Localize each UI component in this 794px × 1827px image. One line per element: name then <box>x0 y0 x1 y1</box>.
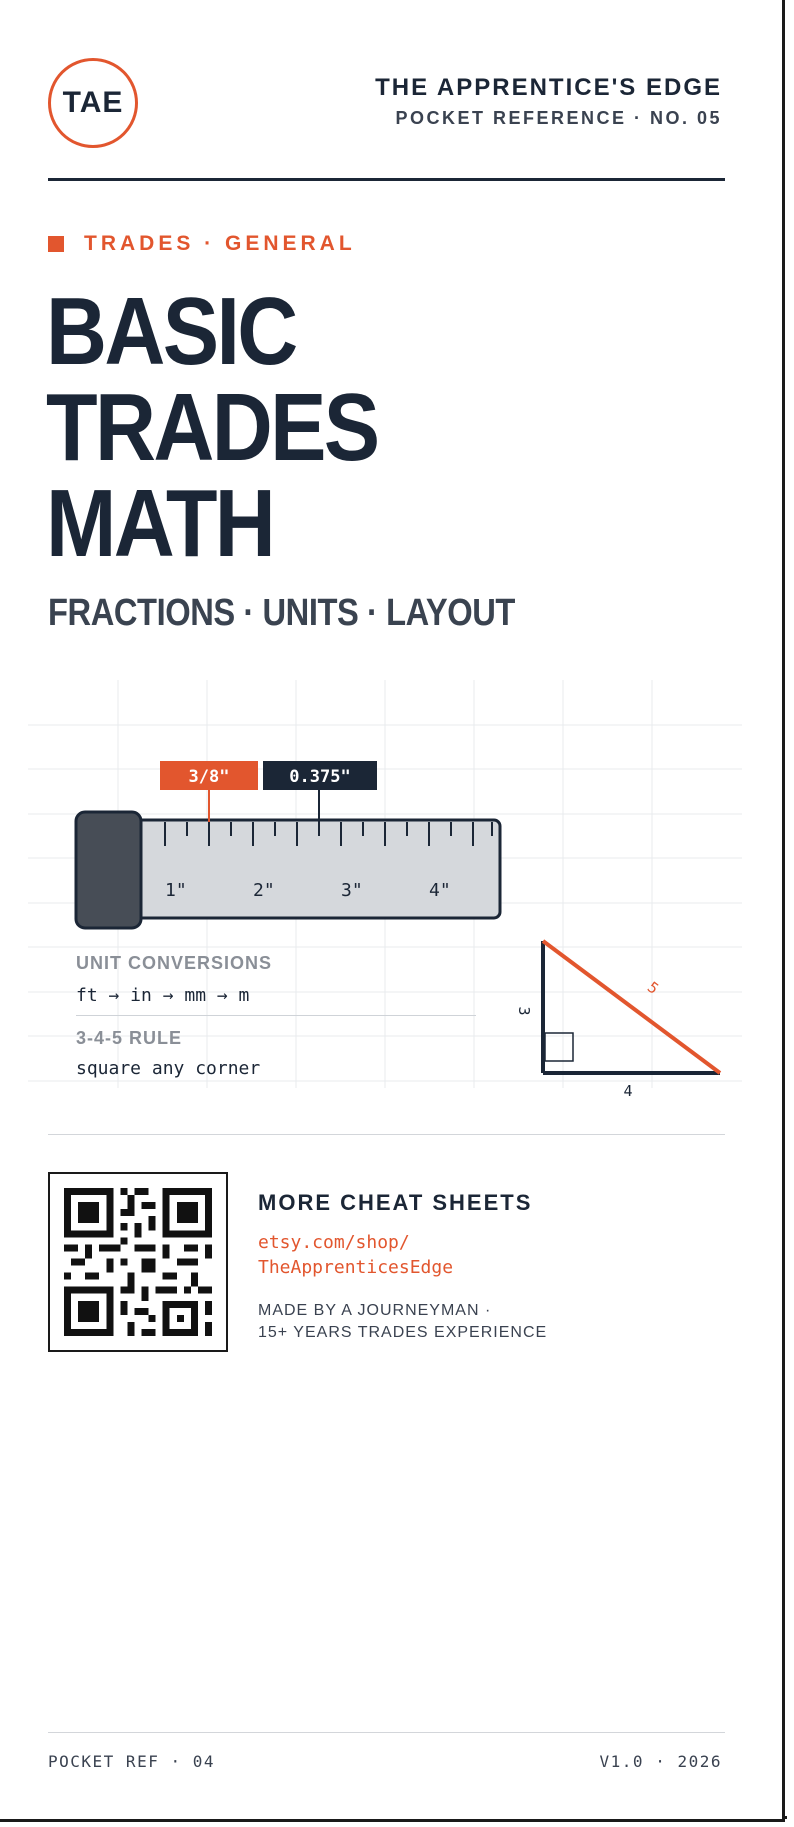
shop-link-line-2[interactable]: TheApprenticesEdge <box>258 1257 454 1278</box>
brand-subtitle: POCKET REFERENCE · NO. 05 <box>395 108 722 128</box>
maker-note-line-1: MADE BY A JOURNEYMAN · <box>258 1302 492 1319</box>
shop-link-line-1[interactable]: etsy.com/shop/ <box>258 1232 410 1253</box>
conversion-divider <box>76 1015 476 1016</box>
rule-label: 3-4-5 RULE <box>76 1028 183 1048</box>
brand-block <box>375 74 722 129</box>
decimal-label: 0.375" <box>289 767 351 787</box>
conversion-notes <box>76 953 476 1079</box>
tape-measure <box>76 812 500 928</box>
fraction-callout <box>160 761 258 822</box>
header-divider <box>48 178 725 181</box>
category-label: TRADES · GENERAL <box>84 232 356 255</box>
title-line-2: TRADES <box>46 374 378 481</box>
page-subtitle: FRACTIONS · UNITS · LAYOUT <box>48 592 515 634</box>
tape-label-1: 1" <box>165 880 187 901</box>
tape-label-3: 3" <box>341 880 363 901</box>
tape-label-2: 2" <box>253 880 275 901</box>
fraction-label: 3/8" <box>188 767 230 787</box>
unit-conversions-label: UNIT CONVERSIONS <box>76 953 273 973</box>
title-line-1: BASIC <box>46 278 296 385</box>
footer-divider <box>48 1732 725 1733</box>
footer-reference: POCKET REF · 04 <box>48 1752 215 1771</box>
rule-value: square any corner <box>76 1058 261 1079</box>
unit-conversions-value: ft → in → mm → m <box>76 985 250 1006</box>
footer-version: V1.0 · 2026 <box>599 1752 722 1771</box>
category-tag <box>48 232 356 256</box>
corner-mark <box>784 1816 787 1819</box>
qr-code-icon <box>64 1188 212 1336</box>
tape-blade <box>110 820 500 918</box>
triangle-hypotenuse-5: 5 <box>643 978 663 998</box>
triangle-side-4: 4 <box>623 1082 633 1100</box>
tape-label-4: 4" <box>429 880 451 901</box>
tape-case <box>76 812 141 928</box>
title-line-3: MATH <box>46 470 274 577</box>
promo-heading: MORE CHEAT SHEETS <box>258 1190 533 1215</box>
maker-note-line-2: 15+ YEARS TRADES EXPERIENCE <box>258 1324 548 1341</box>
triangle-side-3: 3 <box>515 1006 533 1016</box>
right-triangle <box>515 941 720 1100</box>
promo-block <box>258 1190 547 1344</box>
right-angle-marker <box>545 1033 573 1061</box>
category-square-icon <box>48 236 64 252</box>
decimal-callout <box>263 761 377 822</box>
logo-initials: TAE <box>62 86 124 119</box>
qr-code <box>48 1172 228 1352</box>
brand-name: THE APPRENTICE'S EDGE <box>375 74 722 101</box>
section-divider <box>48 1134 725 1135</box>
brand-logo <box>48 58 138 148</box>
page-title <box>46 278 378 577</box>
